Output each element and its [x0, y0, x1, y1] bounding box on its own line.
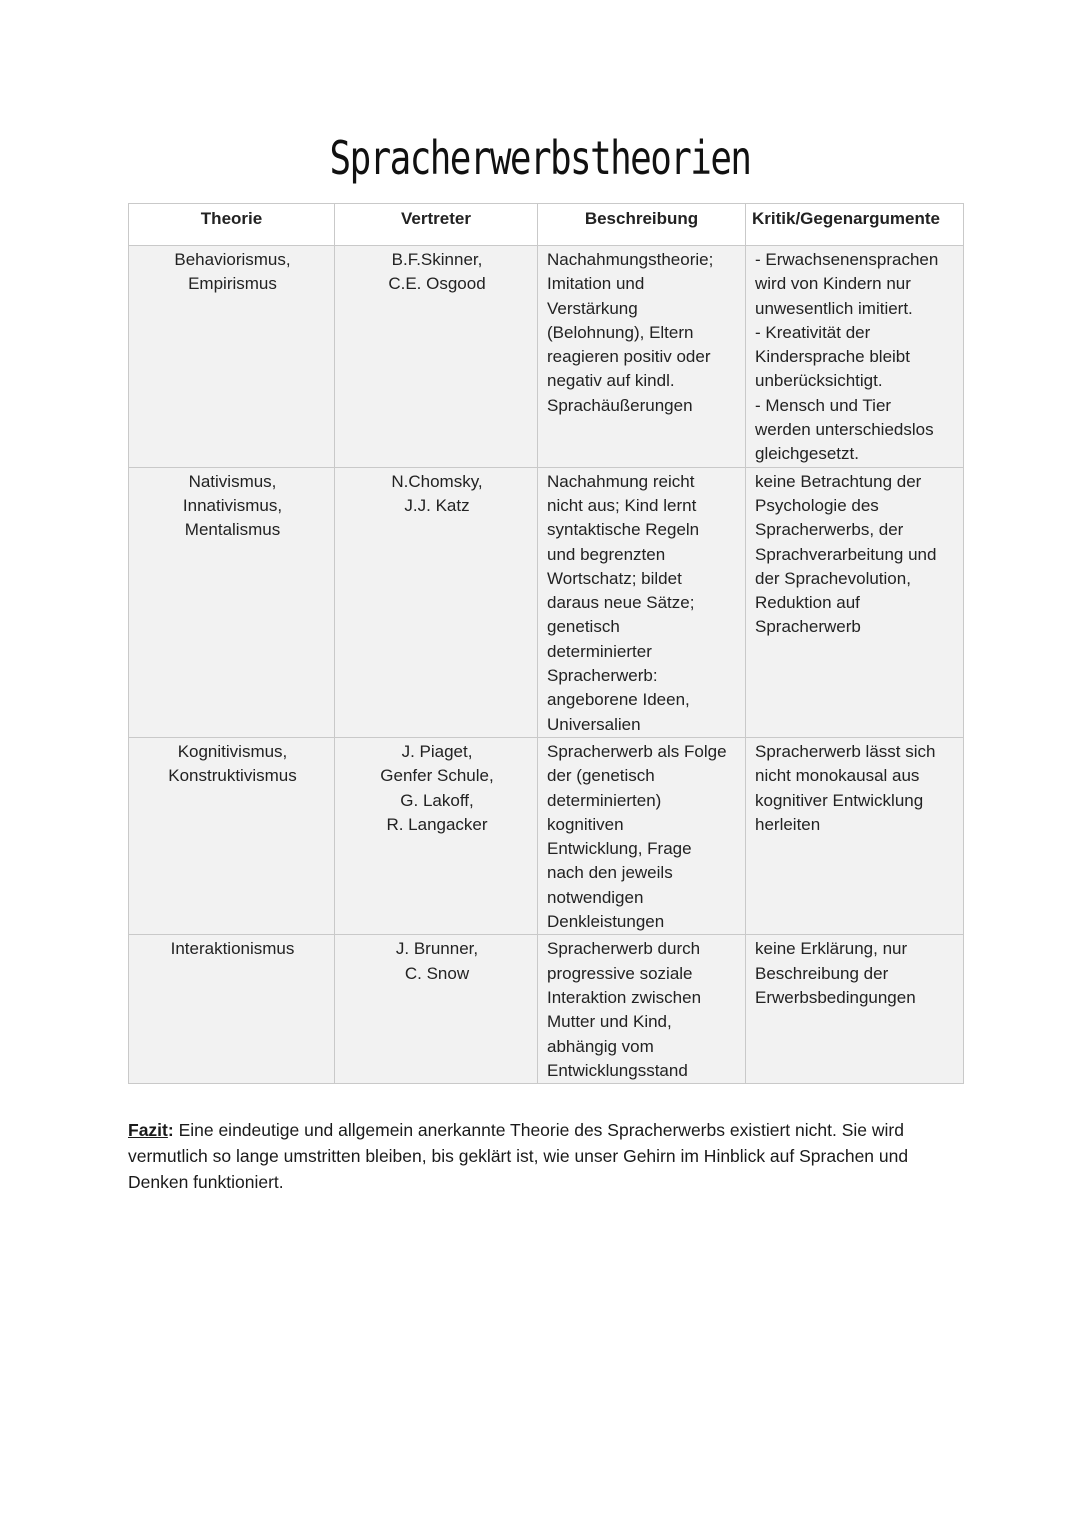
- cell-vertreter: [335, 246, 538, 468]
- cell-kritik-line: nicht monokausal aus: [755, 766, 920, 786]
- cell-beschreibung-line: genetisch: [547, 617, 620, 637]
- table-row: [129, 246, 964, 468]
- cell-beschreibung: [538, 467, 746, 737]
- cell-beschreibung: [538, 935, 746, 1084]
- cell-kritik-line: Spracherwerbs, der: [755, 520, 904, 540]
- cell-beschreibung-line: Interaktion zwischen: [547, 987, 702, 1007]
- cell-theorie: [129, 935, 335, 1084]
- cell-beschreibung-line: Denkleistungen: [547, 912, 665, 932]
- cell-vertreter-line: C.E. Osgood: [388, 274, 486, 294]
- cell-beschreibung-line: angeborene Ideen,: [547, 690, 690, 710]
- cell-beschreibung-line: Entwicklungsstand: [547, 1060, 688, 1080]
- cell-beschreibung-line: notwendigen: [547, 887, 644, 907]
- cell-beschreibung-line: kognitiven: [547, 814, 624, 834]
- cell-beschreibung-line: Spracherwerb als Folge: [547, 741, 727, 761]
- cell-beschreibung-line: syntaktische Regeln: [547, 520, 700, 540]
- cell-vertreter-line: J. Brunner,: [395, 939, 479, 959]
- cell-beschreibung-line: der (genetisch: [547, 766, 655, 786]
- cell-beschreibung-line: Verstärkung: [547, 298, 638, 318]
- cell-kritik-line: - Erwachsenensprachen: [755, 250, 939, 269]
- cell-vertreter: [335, 737, 538, 934]
- cell-theorie-line: Mentalismus: [184, 520, 281, 540]
- conclusion-label: Fazit: [128, 1120, 168, 1140]
- cell-beschreibung-line: determinierten): [547, 790, 662, 810]
- cell-beschreibung-line: Sprachäußerungen: [547, 395, 693, 415]
- cell-beschreibung-line: abhängig vom: [547, 1036, 654, 1056]
- cell-kritik-line: keine Erklärung, nur: [755, 939, 908, 959]
- cell-kritik-line: Reduktion auf: [755, 593, 860, 613]
- conclusion-text: Eine eindeutige und allgemein anerkannte Theorie des Spracherwerbs existiert nicht. Sie wird vermutlich so lange umstritten bleiben, bis geklärt ist, wie unser Gehirn im Hinblick auf Sprachen und Denken funktioniert.: [128, 1120, 909, 1192]
- cell-kritik-line: - Mensch und Tier: [755, 395, 892, 415]
- cell-beschreibung-line: nach den jeweils: [547, 863, 673, 883]
- cell-theorie: [129, 467, 335, 737]
- cell-kritik-line: Kindersprache bleibt: [755, 347, 910, 367]
- cell-vertreter-line: N.Chomsky,: [391, 471, 483, 491]
- cell-vertreter-line: G. Lakoff,: [400, 790, 474, 810]
- cell-beschreibung-line: determinierter: [547, 641, 652, 661]
- cell-beschreibung-line: und begrenzten: [547, 544, 666, 564]
- cell-kritik-line: unwesentlich imitiert.: [755, 298, 913, 318]
- cell-theorie-line: Empirismus: [188, 274, 277, 294]
- table-body: [129, 246, 964, 1084]
- cell-beschreibung-line: (Belohnung), Eltern: [547, 322, 694, 342]
- cell-theorie-line: Interaktionismus: [170, 939, 295, 959]
- cell-theorie: [129, 737, 335, 934]
- cell-beschreibung-line: daraus neue Sätze;: [547, 593, 695, 613]
- cell-beschreibung-line: Spracherwerb durch: [547, 939, 701, 959]
- cell-vertreter-line: J. Piaget,: [401, 741, 473, 761]
- cell-vertreter-line: C. Snow: [404, 963, 470, 983]
- table-row: [129, 467, 964, 737]
- cell-kritik-line: Psychologie des: [755, 495, 879, 515]
- cell-beschreibung-line: progressive soziale: [547, 963, 693, 983]
- cell-beschreibung-line: Mutter und Kind,: [547, 1012, 672, 1032]
- conclusion-colon: :: [167, 1120, 174, 1140]
- cell-kritik-line: - Kreativität der: [755, 322, 871, 342]
- cell-vertreter: [335, 935, 538, 1084]
- cell-kritik-line: werden unterschiedslos: [755, 420, 934, 440]
- cell-kritik-line: keine Betrachtung der: [755, 471, 922, 491]
- cell-kritik-line: Beschreibung der: [755, 963, 889, 983]
- cell-vertreter-line: R. Langacker: [386, 814, 488, 834]
- cell-theorie: [129, 246, 335, 468]
- cell-kritik-line: herleiten: [755, 814, 821, 834]
- cell-kritik-line: Sprachverarbeitung und: [755, 544, 937, 564]
- cell-theorie-line: Behaviorismus,: [174, 250, 291, 269]
- cell-kritik-line: Spracherwerb: [755, 617, 861, 637]
- table-row: [129, 737, 964, 934]
- cell-theorie-line: Konstruktivismus: [168, 766, 297, 786]
- cell-beschreibung-line: Nachahmungstheorie;: [547, 250, 714, 269]
- cell-kritik-line: der Sprachevolution,: [755, 568, 911, 588]
- cell-beschreibung: [538, 246, 746, 468]
- cell-kritik: [746, 737, 964, 934]
- cell-kritik-line: Spracherwerb lässt sich: [755, 741, 936, 761]
- cell-kritik-line: wird von Kindern nur: [755, 274, 911, 294]
- cell-vertreter-line: B.F.Skinner,: [391, 250, 483, 269]
- cell-theorie-line: Innativismus,: [182, 495, 283, 515]
- table-header-row: [129, 204, 964, 246]
- cell-kritik: [746, 935, 964, 1084]
- cell-beschreibung-line: reagieren positiv oder: [547, 347, 711, 367]
- page-title: Spracherwerbstheorien: [329, 131, 751, 185]
- cell-beschreibung-line: nicht aus; Kind lernt: [547, 495, 697, 515]
- cell-beschreibung-line: negativ auf kindl.: [547, 371, 675, 391]
- header-kritik: Kritik/Gegenargumente: [746, 204, 964, 246]
- cell-kritik-line: gleichgesetzt.: [755, 444, 859, 464]
- cell-beschreibung-line: Entwicklung, Frage: [547, 839, 692, 859]
- table-row: [129, 935, 964, 1084]
- cell-beschreibung-line: Wortschatz; bildet: [547, 568, 682, 588]
- cell-kritik-line: Erwerbsbedingungen: [755, 987, 916, 1007]
- cell-kritik: [746, 246, 964, 468]
- header-beschreibung: Beschreibung: [538, 204, 746, 246]
- cell-beschreibung-line: Spracherwerb:: [547, 666, 658, 686]
- conclusion-paragraph: [128, 1117, 963, 1195]
- cell-kritik-line: unberücksichtigt.: [755, 371, 883, 391]
- cell-beschreibung-line: Nachahmung reicht: [547, 471, 695, 491]
- cell-vertreter: [335, 467, 538, 737]
- header-theorie: Theorie: [129, 204, 335, 246]
- cell-vertreter-line: J.J. Katz: [404, 495, 470, 515]
- header-vertreter: Vertreter: [335, 204, 538, 246]
- cell-kritik-line: kognitiver Entwicklung: [755, 790, 924, 810]
- cell-kritik: [746, 467, 964, 737]
- cell-beschreibung-line: Universalien: [547, 714, 641, 734]
- cell-theorie-line: Kognitivismus,: [177, 741, 288, 761]
- cell-beschreibung-line: Imitation und: [547, 274, 645, 294]
- cell-theorie-line: Nativismus,: [188, 471, 277, 491]
- cell-beschreibung: [538, 737, 746, 934]
- cell-vertreter-line: Genfer Schule,: [380, 766, 494, 786]
- theories-table: [128, 203, 964, 1084]
